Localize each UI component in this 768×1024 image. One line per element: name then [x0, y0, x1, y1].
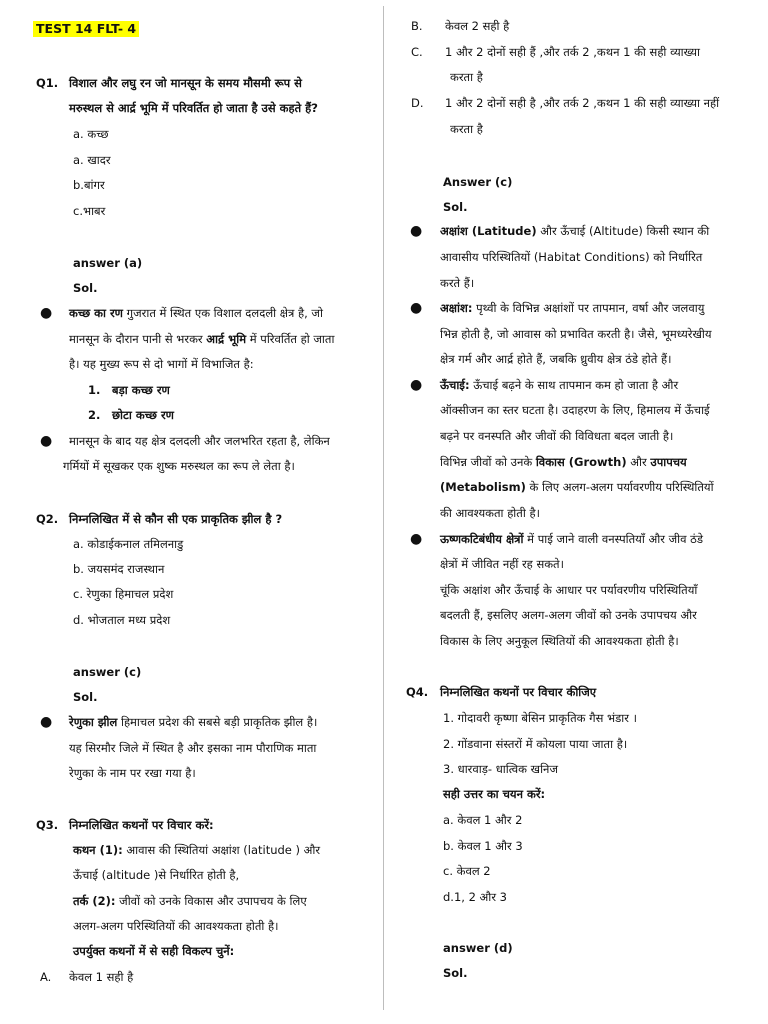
- q4-answer: answer (d): [443, 941, 513, 955]
- q1-bullet1-line2: मानसून के दौरान पानी से भरकर आर्द्र भूमि में परिवर्तित हो जाता: [69, 332, 335, 346]
- q3-b4-line4: बदलती हैं, इसलिए अलग-अलग जीवों को उनके उपापचय और: [440, 608, 697, 622]
- q3-sol: Sol.: [443, 200, 468, 214]
- q4-number: Q4.: [406, 685, 429, 699]
- q1-sub1: बड़ा कच्छ रण: [112, 383, 170, 397]
- q2-text: निम्नलिखित में से कौन सी एक प्राकृतिक झील है ?: [69, 512, 283, 526]
- q3-b1-line2: आवासीय परिस्थितियों (Habitat Conditions) को निर्धारित: [440, 250, 703, 264]
- q4-statement: 1. गोदावरी कृष्णा बेसिन प्राकृतिक गैस भंडार ।: [443, 711, 637, 725]
- q1-text-line1: विशाल और लघु रन जो मानसून के समय मौसमी रूप से: [69, 76, 302, 90]
- bullet-icon: ●: [410, 300, 423, 316]
- q1-bullet1-line1: कच्छ का रण गुजरात में स्थित एक विशाल दलदली क्षेत्र है, जो: [69, 306, 323, 320]
- q3-optC-line1: 1 और 2 दोनों सही हैं ,और तर्क 2 ,कथन 1 की सही व्याख्या: [445, 45, 701, 59]
- q3-b4-line1: ऊष्णकटिबंधीय क्षेत्रों में पाई जाने वाली वनस्पतियाँ और जीव ठंडे: [440, 532, 704, 546]
- q1-text-line2: मरुस्थल से आर्द्र भूमि में परिवर्तित हो जाता है उसे कहते हैं?: [69, 101, 318, 115]
- q3-optB: केवल 2 सही है: [445, 19, 510, 33]
- q4-choose: सही उत्तर का चयन करें:: [443, 787, 546, 801]
- q1-sol: Sol.: [73, 281, 98, 295]
- q2-answer: answer (c): [73, 665, 142, 679]
- q3-optA: केवल 1 सही है: [69, 970, 134, 984]
- q4-statement: 3. धारवाड़- धात्विक खनिज: [443, 762, 558, 776]
- q3-b1-line3: करते हैं।: [440, 276, 475, 290]
- bullet-icon: ●: [410, 377, 423, 393]
- bullet-icon: ●: [40, 714, 53, 730]
- q2-sol: Sol.: [73, 690, 98, 704]
- q2-option: b. जयसमंद राजस्थान: [73, 562, 165, 576]
- q3-optB-label: B.: [411, 19, 423, 33]
- q4-statement: 2. गोंडवाना संस्तरों में कोयला पाया जाता है।: [443, 737, 628, 751]
- bullet-icon: ●: [40, 433, 53, 449]
- q3-b3-line1: ऊँचाई: ऊँचाई बढ़ने के साथ तापमान कम हो जाता है और: [440, 378, 679, 392]
- q1-sub2-number: 2.: [88, 408, 101, 422]
- bullet-icon: ●: [410, 223, 423, 239]
- q3-statement2-line2: अलग-अलग परिस्थितियों की आवश्यकता होती है।: [73, 919, 279, 933]
- q4-option: c. केवल 2: [443, 864, 491, 878]
- q3-answer: Answer (c): [443, 175, 513, 189]
- q3-text: निम्नलिखित कथनों पर विचार करें:: [69, 818, 214, 832]
- q3-b2-line1: अक्षांश: पृथ्वी के विभिन्न अक्षांशों पर तापमान, वर्षा और जलवायु: [440, 301, 705, 315]
- q1-bullet1-line3: है। यह मुख्य रूप से दो भागों में विभाजित है:: [69, 357, 254, 371]
- q3-b4-line5: विकास के लिए अनुकूल स्थितियों की आवश्यकता होती है।: [440, 634, 679, 648]
- q3-b3-line2: ऑक्सीजन का स्तर घटता है। उदाहरण के लिए, हिमालय में ऊँचाई: [440, 403, 710, 417]
- q1-bullet2-line1: मानसून के बाद यह क्षेत्र दलदली और जलभरित रहता है, लेकिन: [69, 434, 330, 448]
- q3-number: Q3.: [36, 818, 59, 832]
- q2-option: a. कोडाईकनाल तमिलनाडु: [73, 537, 184, 551]
- q2-option: c. रेणुका हिमाचल प्रदेश: [73, 587, 174, 601]
- q3-b2-line2: भिन्न होती है, जो आवास को प्रभावित करती है। जैसे, भूमध्यरेखीय: [440, 327, 712, 341]
- q3-optD-line1: 1 और 2 दोनों सही है ,और तर्क 2 ,कथन 1 की सही व्याख्या नहीं: [445, 96, 720, 110]
- q3-optA-label: A.: [40, 970, 52, 984]
- q2-bullet-line2: यह सिरमौर जिले में स्थित है और इसका नाम पौराणिक माता: [69, 741, 317, 755]
- bullet-icon: ●: [40, 305, 53, 321]
- q3-b2-line3: क्षेत्र गर्म और आर्द्र होते हैं, जबकि ध्रुवीय क्षेत्र ठंडे होते हैं।: [440, 352, 672, 366]
- q3-statement2: तर्क (2): जीवों को उनके विकास और उपापचय के लिए: [73, 894, 307, 908]
- q3-b3-line5: (Metabolism) के लिए अलग-अलग पर्यावरणीय परिस्थितियों: [440, 480, 714, 494]
- q4-option: b. केवल 1 और 3: [443, 839, 523, 853]
- q3-b1-line1: अक्षांश (Latitude) और ऊँचाई (Altitude) किसी स्थान की: [440, 224, 710, 238]
- q3-b3-line6: की आवश्यकता होती है।: [440, 506, 540, 520]
- q1-option: c.भाबर: [73, 204, 106, 218]
- q1-sub1-number: 1.: [88, 383, 101, 397]
- q1-number: Q1.: [36, 76, 59, 90]
- q2-bullet-line3: रेणुका के नाम पर रखा गया है।: [69, 766, 196, 780]
- q2-number: Q2.: [36, 512, 59, 526]
- q3-b3-line3: बढ़ने पर वनस्पति और जीवों की विविधता बदल जाती है।: [440, 429, 674, 443]
- q1-bullet2-line2: गर्मियों में सूखकर एक शुष्क मरुस्थल का रूप ले लेता है।: [63, 459, 295, 473]
- q4-option: d.1, 2 और 3: [443, 890, 507, 904]
- q3-optC-line2: करता है: [450, 70, 483, 84]
- q1-option: a. खादर: [73, 153, 111, 167]
- q4-option: a. केवल 1 और 2: [443, 813, 523, 827]
- q3-statement1: कथन (1): आवास की स्थितियां अक्षांश (latitude ) और: [73, 843, 321, 857]
- bullet-icon: ●: [410, 531, 423, 547]
- q3-choose: उपर्युक्त कथनों में से सही विकल्प चुनें:: [73, 944, 235, 958]
- q1-answer: answer (a): [73, 256, 143, 270]
- q3-statement1-line2: ऊँचाई (altitude )से निर्धारित होती है,: [73, 868, 240, 882]
- q3-b4-line2: क्षेत्रों में जीवित नहीं रह सकते।: [440, 557, 564, 571]
- q3-optD-line2: करता है: [450, 122, 483, 136]
- test-title: TEST 14 FLT- 4: [33, 21, 139, 37]
- q3-b4-line3: चूंकि अक्षांश और ऊँचाई के आधार पर पर्यावरणीय परिस्थितियाँ: [440, 583, 698, 597]
- q1-option: a. कच्छ: [73, 127, 109, 141]
- q3-optD-label: D.: [411, 96, 424, 110]
- column-divider: [383, 6, 384, 1010]
- q4-text: निम्नलिखित कथनों पर विचार कीजिए: [440, 685, 597, 699]
- q1-sub2: छोटा कच्छ रण: [112, 408, 174, 422]
- q3-b3-line4: विभिन्न जीवों को उनके विकास (Growth) और उपापचय: [440, 455, 687, 469]
- q2-option: d. भोजताल मध्य प्रदेश: [73, 613, 171, 627]
- q3-optC-label: C.: [411, 45, 423, 59]
- q2-bullet-line1: रेणुका झील हिमाचल प्रदेश की सबसे बड़ी प्राकृतिक झील है।: [69, 715, 318, 729]
- q4-sol: Sol.: [443, 966, 468, 980]
- q1-option: b.बांगर: [73, 178, 105, 192]
